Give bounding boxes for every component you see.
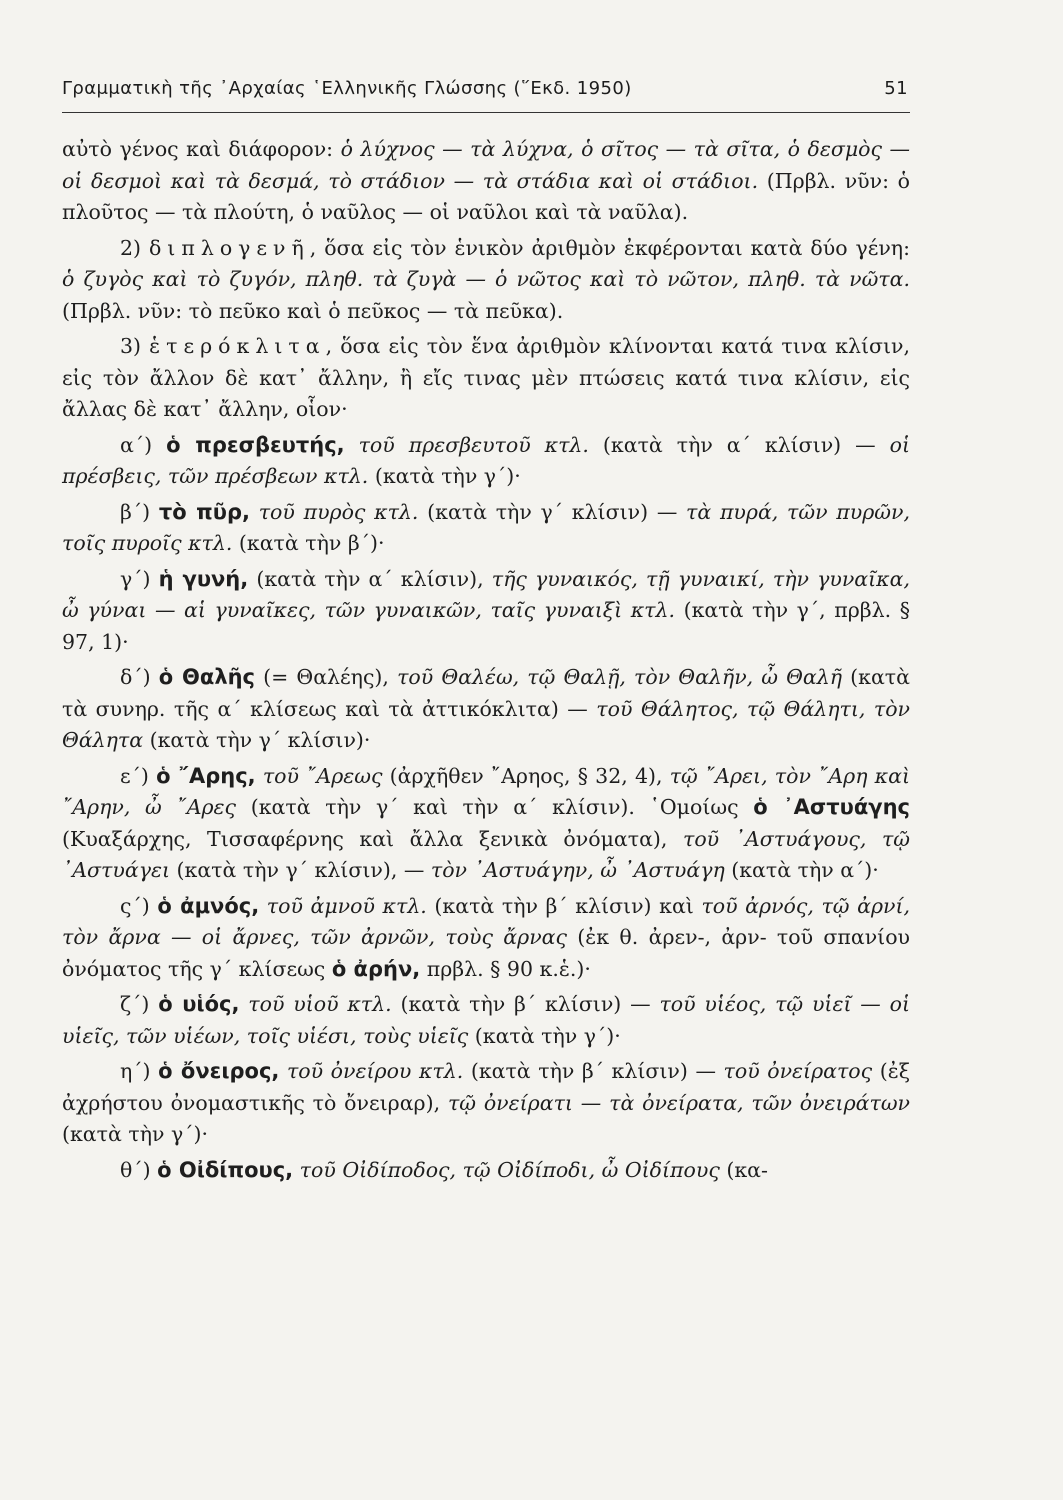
text-run: (κατὰ τὴν β΄ κλίσιν) καὶ [426, 893, 702, 918]
body-text [62, 134, 910, 1186]
text-run: αὐτὸ γένος καὶ διάφορον: [62, 137, 341, 161]
text-run [259, 894, 267, 918]
paragraph [62, 497, 910, 560]
headword: ὁ Θαλῆς [158, 665, 256, 689]
text-run: 2) [120, 235, 149, 260]
italic-run: τοῦ ὀνείρου κτλ. [286, 1059, 464, 1083]
text-run: (Κυαξάρχης, Τισσαφέρνης καὶ ἄλλα ξενικὰ ὀνόματα), [62, 826, 683, 851]
paragraph [62, 564, 910, 659]
running-head [62, 78, 908, 99]
paragraph [62, 989, 910, 1052]
text-run: (κατὰ τὴν γ΄)· [62, 1122, 208, 1146]
text-run: δ΄) [120, 665, 159, 689]
italic-run: ὁ ζυγὸς καὶ τὸ ζυγόν, πληθ. τὰ ζυγὰ — ὁ νῶτος καὶ τὸ νῶτον, πληθ. τὰ νῶτα. [62, 267, 910, 291]
text-run: (κατὰ τὴν β΄ κλίσιν) — [463, 1059, 724, 1083]
paragraph [62, 662, 910, 757]
italic-run: τοῦ ἀμνοῦ κτλ. [266, 893, 427, 918]
text-run [250, 500, 259, 524]
text-run: (κατὰ τὴν α΄)· [724, 858, 879, 882]
text-run: (κατὰ τὴν γ΄)· [468, 1023, 621, 1048]
text-run: (κατὰ τὴν γ΄ καὶ τὴν α΄ κλίσιν). ῾Ομοίως [236, 795, 754, 819]
text-run: (κατὰ τὰ συνηρ. τῆς α΄ κλίσεως καὶ τὰ ἀττικόκλιτα) — [62, 665, 910, 721]
text-run [239, 992, 248, 1016]
italic-run: τοῦ πρεσβευτοῦ κτλ. [358, 432, 589, 457]
headword: ἡ γυνή, [158, 566, 249, 591]
headword: τὸ πῦρ, [158, 499, 250, 524]
paragraph [62, 1056, 910, 1151]
text-run [345, 433, 359, 457]
page-number: 51 [884, 78, 908, 99]
headword: ὁ υἱός, [158, 992, 240, 1016]
text-run: (κατὰ τὴν α΄ κλίσιν) — [588, 432, 890, 457]
text-run: (Πρβλ. νῦν: τὸ πεῦκο καὶ ὁ πεῦκος — τὰ πεῦκα). [62, 298, 564, 323]
text-run: β΄) [120, 499, 159, 524]
paragraph [62, 891, 910, 986]
text-run: ζ΄) [120, 992, 159, 1016]
paragraph [62, 331, 910, 426]
italic-run: τῷ ῎Αρει, τὸν ῎Αρη καὶ ῎Αρην, ὦ ῎Αρες [62, 763, 910, 819]
paragraph [62, 233, 910, 328]
italic-run: τοῦ υἱέος, τῷ υἱεῖ — οἱ υἱεῖς, τῶν υἱέων, τοῖς υἱέσι, τοὺς υἱεῖς [62, 992, 911, 1048]
italic-run: τὰ πυρά, τῶν πυρῶν, τοῖς πυροῖς κτλ. [62, 499, 910, 555]
book-title: Γραμματικὴ τῆς ᾿Αρχαίας ῾Ελληνικῆς Γλώσσης (῞Εκδ. 1950) [62, 78, 632, 99]
italic-run: τοῦ ῎Αρεως [262, 763, 383, 788]
text-run: (Πρβλ. νῦν: ὁ πλοῦτος — τὰ πλούτη, ὁ ναῦλος — οἱ ναῦλοι καὶ τὰ ναῦλα). [62, 168, 910, 224]
text-run [256, 764, 263, 788]
spaced-term: διπλογενῆ [148, 235, 310, 260]
headword: ὁ ῎Αρης, [156, 763, 256, 788]
text-run: θ΄) [120, 1157, 158, 1182]
italic-run: τοῦ υἱοῦ κτλ. [248, 992, 392, 1016]
text-run [279, 1059, 287, 1083]
italic-run: τοῦ ἀρνός, τῷ ἀρνί, τὸν ἄρνα — οἱ ἄρνες, τῶν ἀρνῶν, τοὺς ἄρνας [62, 893, 911, 949]
header-rule [62, 112, 910, 113]
text-run: ς΄) [120, 893, 158, 918]
text-run: α΄) [120, 432, 167, 457]
italic-run: τοῦ Θαλέω, τῷ Θαλῇ, τὸν Θαλῆν, ὦ Θαλῆ [397, 665, 843, 689]
text-run: (ἐξ ἀχρήστου ὀνομαστικῆς τὸ ὄνειραρ), [62, 1059, 910, 1115]
italic-run: τοῦ ᾿Αστυάγους, τῷ ᾿Αστυάγει [62, 826, 911, 882]
text-run: , ὅσα εἰς τὸν ἑνικὸν ἀριθμὸν ἐκφέρονται κατὰ δύο γένη: [309, 235, 910, 260]
italic-run: ὁ λύχνος — τὰ λύχνα, ὁ σῖτος — τὰ σῖτα, ὁ δεσμὸς — οἱ δεσμοὶ καὶ τὰ δεσμά, τὸ στάδιον — τὰ στάδια καὶ οἱ στάδιοι. [62, 137, 910, 193]
italic-run: τοῦ ὀνείρατος [723, 1059, 873, 1083]
text-run: (κατὰ τὴν γ΄)· [368, 464, 521, 488]
text-run: η΄) [120, 1059, 159, 1083]
paragraph [62, 761, 910, 887]
text-run: (κατὰ τὴν γ΄ κλίσιν) — [418, 499, 687, 524]
paragraph [62, 134, 910, 229]
headword: ὁ ἀρήν, [331, 956, 421, 981]
text-run: πρβλ. § 90 κ.ἑ.)· [420, 956, 591, 981]
text-run: (κατὰ τὴν γ΄, πρβλ. § 97, 1)· [62, 598, 910, 654]
headword: ὁ ἀμνός, [157, 893, 260, 918]
headword: ὁ πρεσβευτής, [166, 432, 345, 457]
text-run: , ὅσα εἰς τὸν ἕνα ἀριθμὸν κλίνονται κατά τινα κλίσιν, εἰς τὸν ἄλλον δὲ κατ᾿ ἄλλην, ἢ εἴς τινας μὲν πτώσεις κατά τινα κλίσιν, εἰς ἄλλας δὲ κατ᾿ ἄλλην, οἷον· [62, 334, 911, 421]
italic-run: τοῦ Θάλητος, τῷ Θάλητι, τὸν Θάλητα [62, 696, 911, 752]
text-run: (κατὰ τὴν γ΄ κλίσιν), — [170, 858, 431, 882]
italic-run: οἱ πρέσβεις, τῶν πρέσβεων κτλ. [62, 432, 910, 488]
italic-run: τοῦ πυρὸς κτλ. [258, 499, 419, 524]
italic-run: τοῦ Οἰδίποδος, τῷ Οἰδίποδι, ὦ Οἰδίπους [299, 1157, 720, 1182]
spaced-term: ἑτερόκλιτα [149, 334, 326, 358]
text-run: (κατὰ τὴν β΄)· [232, 531, 385, 555]
text-run: ε΄) [120, 763, 157, 788]
text-run: (κα- [719, 1157, 768, 1182]
headword: ὁ Οἰδίπους, [157, 1157, 294, 1182]
paragraph [62, 430, 910, 493]
text-run: (ἐκ θ. ἀρεν-, ἀρν- τοῦ σπανίου ὀνόματος τῆς γ΄ κλίσεως [62, 925, 911, 981]
italic-run: τῆς γυναικός, τῇ γυναικί, τὴν γυναῖκα, ὦ γύναι — αἱ γυναῖκες, τῶν γυναικῶν, ταῖς γυναιξὶ κτλ. [62, 566, 910, 622]
italic-run: τῷ ὀνείρατι — τὰ ὀνείρατα, τῶν ὀνειράτων [447, 1090, 910, 1115]
headword: ὁ ὄνειρος, [158, 1059, 280, 1083]
text-run: (κατὰ τὴν α΄ κλίσιν), [248, 566, 492, 591]
text-run: (κατὰ τὴν γ΄ κλίσιν)· [143, 728, 371, 752]
text-run: 3) [120, 334, 150, 358]
text-run: γ΄) [120, 566, 159, 591]
paragraph [62, 1155, 910, 1187]
text-run: (κατὰ τὴν β΄ κλίσιν) — [391, 992, 660, 1016]
headword: ὁ ᾿Αστυάγης [753, 795, 910, 819]
italic-run: τὸν ᾿Αστυάγην, ὦ ᾿Αστυάγη [430, 858, 725, 882]
text-run: (ἀρχῆθεν ῎Αρηος, § 32, 4), [382, 763, 670, 788]
text-run: (= Θαλέης), [255, 665, 398, 689]
